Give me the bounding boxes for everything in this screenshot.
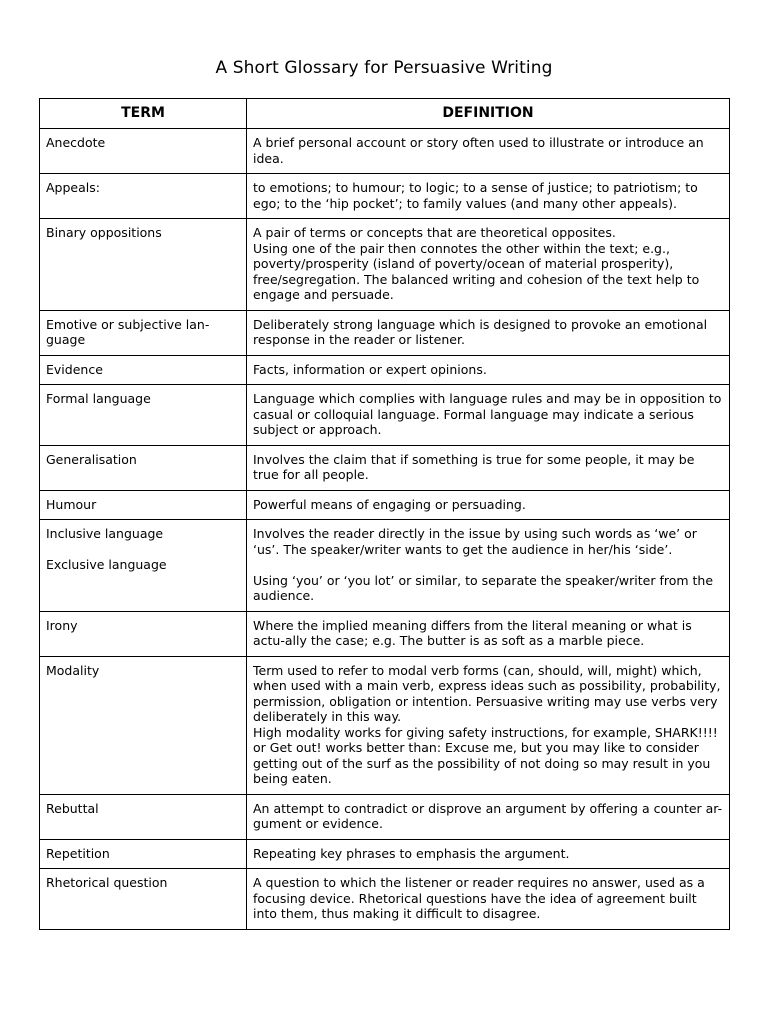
definition-cell: [247, 611, 730, 656]
definition-cell: [247, 490, 730, 520]
definition-text: Facts, information or expert opinions.: [253, 361, 487, 377]
table-row: [40, 490, 730, 520]
definition-cell: [247, 355, 730, 385]
term-text: Formal language: [46, 391, 151, 406]
definition-text: Using one of the pair then connotes the other within the text; e.g., poverty/prosperity (island of poverty/ocean of material prosperity), free/segregation. The balanced writing and cohesion of the text help to engage and persuade.: [253, 240, 700, 302]
term-text: Modality: [46, 662, 100, 678]
definition-cell: [247, 839, 730, 869]
table-row: [40, 174, 730, 219]
definition-cell: [247, 385, 730, 446]
definition-text: to emotions; to humour; to logic; to a sense of justice; to patriotism; to ego; to the ‘hip pocket’; to family values (and many other appeals).: [253, 180, 698, 211]
term-text: Evidence: [46, 361, 103, 377]
term-cell: [40, 129, 247, 174]
table-header: [40, 99, 730, 129]
table-body: [40, 129, 730, 930]
definition-text: An attempt to contradict or disprove an argument by offering a counter ar-gument or evidence.: [253, 800, 723, 831]
term-cell: [40, 355, 247, 385]
table-row: [40, 869, 730, 930]
term-cell: [40, 490, 247, 520]
table-row: [40, 310, 730, 355]
table-row: [40, 219, 730, 311]
header-term: TERM: [40, 99, 247, 129]
definition-text: Term used to refer to modal verb forms (can, should, will, might) which, when used with a main verb, express ideas such as possibility, probability, permission, obligation or intention. Persuasive writing may use verbs very deliberately in this way.: [253, 662, 721, 724]
glossary-table: [39, 98, 730, 930]
term-cell: [40, 520, 247, 612]
table-row: [40, 611, 730, 656]
table-row: [40, 839, 730, 869]
term-cell: [40, 869, 247, 930]
definition-cell: [247, 129, 730, 174]
definition-text: A brief personal account or story often used to illustrate or introduce an idea.: [253, 135, 704, 166]
term-text: Anecdote: [46, 135, 106, 150]
table-row: [40, 129, 730, 174]
term-text: Generalisation: [46, 451, 137, 467]
table-row: [40, 520, 730, 612]
table-row: [40, 385, 730, 446]
definition-cell: [247, 794, 730, 839]
term-cell: [40, 310, 247, 355]
definition-text: High modality works for giving safety instructions, for example, SHARK!!!! or Get out! works better than: Excuse me, but you may like to consider getting out of the surf as the possibility of not doing so may result in you being eaten.: [253, 724, 718, 786]
term-text: Appeals:: [46, 180, 100, 195]
definition-text: A pair of terms or concepts that are theoretical opposites.: [253, 225, 616, 240]
definition-text: Repeating key phrases to emphasis the argument.: [253, 845, 570, 861]
definition-text: Where the implied meaning differs from the literal meaning or what is actu-ally the case; e.g. The butter is as soft as a marble piece.: [253, 617, 692, 648]
definition-text: Language which complies with language rules and may be in opposition to casual or colloquial language. Formal language may indicate a serious subject or approach.: [253, 391, 722, 437]
definition-cell: [247, 520, 730, 612]
table-row: [40, 355, 730, 385]
term-cell: [40, 385, 247, 446]
term-text: Irony: [46, 617, 78, 633]
term-cell: [40, 445, 247, 490]
definition-text: Powerful means of engaging or persuading.: [253, 496, 526, 512]
term-text: Binary oppositions: [46, 225, 162, 240]
definition-text: Involves the claim that if something is true for some people, it may be true for all people.: [253, 451, 695, 482]
definition-cell: [247, 219, 730, 311]
definition-text: Using ‘you’ or ‘you lot’ or similar, to separate the speaker/writer from the audience.: [253, 572, 714, 603]
term-cell: [40, 839, 247, 869]
term-cell: [40, 794, 247, 839]
page-title: A Short Glossary for Persuasive Writing: [215, 58, 553, 78]
term-cell: [40, 611, 247, 656]
term-text: Humour: [46, 496, 97, 512]
definition-cell: [247, 656, 730, 794]
term-text: Repetition: [46, 845, 110, 861]
term-cell: [40, 174, 247, 219]
definition-text: Involves the reader directly in the issue by using such words as ‘we’ or ‘us’. The speaker/writer wants to get the audience in her/his ‘side’.: [253, 526, 697, 557]
term-cell: [40, 219, 247, 311]
definition-cell: [247, 869, 730, 930]
term-text: Rebuttal: [46, 800, 99, 816]
term-text: Emotive or subjective lan-guage: [46, 316, 210, 347]
table-row: [40, 445, 730, 490]
table-row: [40, 656, 730, 794]
definition-text: Deliberately strong language which is designed to provoke an emotional response in the reader or listener.: [253, 316, 708, 347]
table-row: [40, 794, 730, 839]
term-text: Inclusive language: [46, 526, 164, 541]
definition-cell: [247, 174, 730, 219]
header-row: [40, 99, 730, 129]
definition-cell: [247, 310, 730, 355]
definition-text: A question to which the listener or reader requires no answer, used as a focusing device. Rhetorical questions have the idea of agreement built into them, thus making it difficult to disagree.: [253, 875, 705, 921]
definition-cell: [247, 445, 730, 490]
term-text: Exclusive language: [46, 557, 167, 572]
term-text: Rhetorical question: [46, 875, 168, 890]
header-definition: DEFINITION: [247, 99, 730, 129]
term-cell: [40, 656, 247, 794]
